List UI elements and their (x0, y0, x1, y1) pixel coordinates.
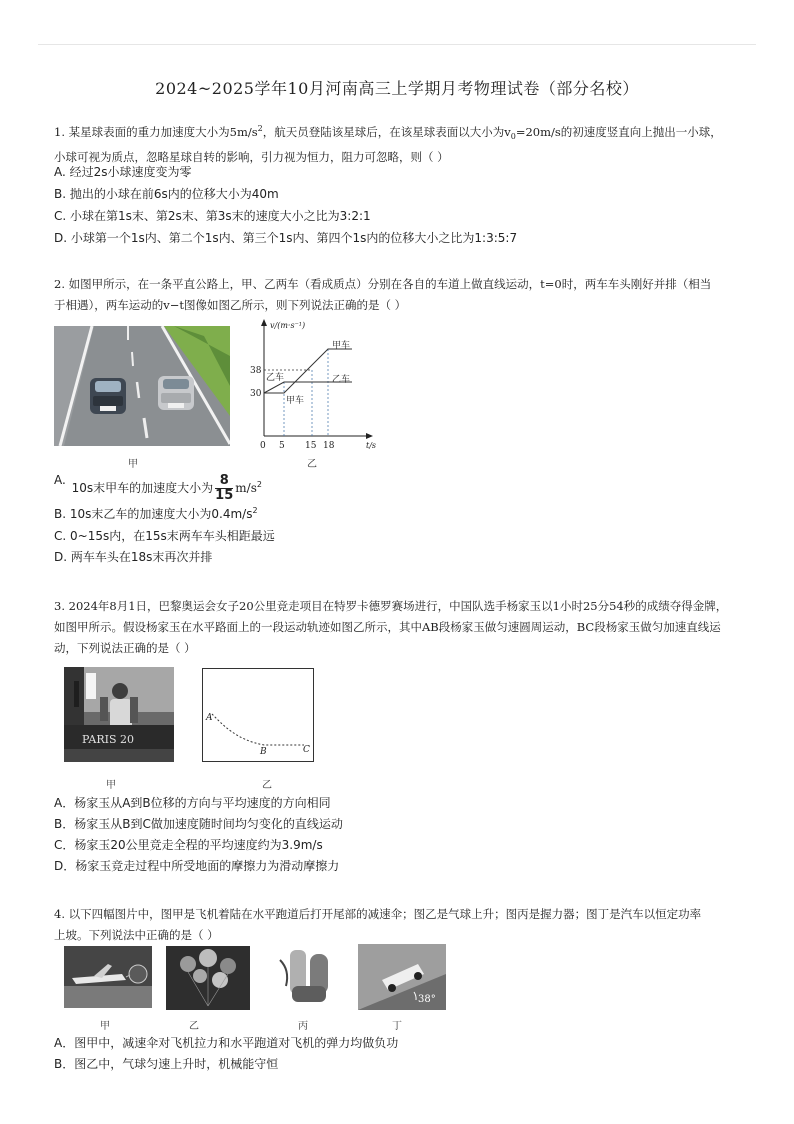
q4-stem-line1: 4. 以下四幅图片中，图甲是飞机着陆在水平跑道后打开尾部的减速伞；图乙是气球上升；图丙是握力器；图丁是汽车以恒定功率 (54, 907, 702, 921)
q1-stem-line2: 小球可视为质点，忽略星球自转的影响，引力视为恒力，阻力可忽略，则（ ） (54, 150, 449, 165)
q1-option-b[interactable]: B. 抛出的小球在前6s内的位移大小为40m (54, 187, 279, 201)
vt-y-tick-30: 30 (250, 389, 262, 399)
vt-x-tick-15: 15 (305, 441, 317, 451)
q2-stem-line1: 2. 如图甲所示，在一条平直公路上，甲、乙两车（看成质点）分别在各自的车道上做直线运动，t=0时，两车车头刚好并排（相当 (54, 277, 712, 291)
vt-graph-svg (248, 316, 388, 454)
q2-option-a-fraction (215, 474, 233, 503)
q3-option-b[interactable]: B．杨家玉从B到C做加速度随时间均匀变化的直线运动 (54, 817, 343, 831)
q1-stem-sub: 0 (510, 132, 516, 142)
grip-photo-graphic (272, 946, 346, 1010)
q2-option-a-unit: m/s (235, 481, 257, 495)
q4-photo-plane (64, 946, 152, 1008)
header-divider (38, 44, 756, 45)
q2-caption-right: 乙 (307, 459, 317, 470)
q3-option-c[interactable]: C．杨家玉20公里竞走全程的平均速度约为3.9m/s (54, 838, 323, 852)
q1-option-a[interactable]: A. 经过2s小球速度变为零 (54, 165, 192, 179)
q3-caption-left: 甲 (106, 780, 116, 791)
vt-label-jia-top: 甲车 (332, 341, 351, 351)
q4-caption-yi: 乙 (189, 1021, 199, 1032)
q3-option-a[interactable]: A．杨家玉从A到B位移的方向与平均速度的方向相同 (54, 796, 331, 810)
q1-stem-sup: 2 (257, 124, 263, 133)
athlete-photo-graphic (64, 667, 174, 762)
page-title: 2024~2025学年10月河南高三上学期月考物理试卷（部分名校） (155, 79, 639, 98)
q4-caption-jia: 甲 (100, 1021, 110, 1032)
car-photo-graphic (358, 944, 446, 1010)
q4-option-a[interactable]: A．图甲中，减速伞对飞机拉力和水平跑道对飞机的弹力均做负功 (54, 1036, 399, 1050)
vt-y-axis-label: v/(m·s⁻¹) (270, 321, 306, 330)
q4-caption-ding: 丁 (392, 1021, 402, 1032)
plane-photo-graphic (64, 946, 152, 1008)
q4-photo-grip (272, 946, 346, 1010)
q1-option-c[interactable]: C. 小球在第1s末、第2s末、第3s末的速度大小之比为3:2:1 (54, 209, 371, 223)
road-photo-graphic (54, 326, 230, 446)
q2-option-c[interactable]: C. 0~15s内，在15s末两车车头相距最远 (54, 529, 275, 543)
vt-label-yi-left: 乙车 (266, 373, 285, 383)
q2-vt-graph (248, 316, 388, 454)
q3-stem-line1: 3. 2024年8月1日，巴黎奥运会女子20公里竞走项目在特罗卡德罗赛场进行，中国队选手杨家玉以1小时25分54秒的成绩夺得金牌， (54, 599, 728, 613)
q2-road-photo (54, 326, 230, 446)
balloon-photo-graphic (166, 946, 250, 1010)
vt-x-tick-5: 5 (279, 441, 285, 451)
q3-athlete-photo (64, 667, 174, 762)
q3-trajectory-figure (202, 668, 314, 762)
vt-line-jia (264, 349, 352, 393)
q2-option-b-text: B. 10s末乙车的加速度大小为0.4m/s (54, 507, 253, 521)
trajectory-svg (202, 668, 314, 762)
q2-option-b[interactable] (54, 505, 258, 522)
athlete-banner-text: PARIS 20 (82, 733, 134, 746)
q1-stem-part-c: =20m/s的初速度竖直向上抛出一小球， (515, 124, 722, 139)
q4-caption-bing: 丙 (298, 1021, 308, 1032)
q3-caption-right: 乙 (262, 780, 272, 791)
q2-stem-line2: 于相遇），两车运动的v−t图像如图乙所示，则下列说法正确的是（ ） (54, 298, 407, 312)
q2-option-a-numerator: 8 (215, 474, 233, 489)
q2-option-a-denominator: 15 (215, 488, 234, 503)
q2-option-d[interactable]: D. 两车车头在18s末再次并排 (54, 550, 213, 564)
q4-stem-line2: 上坡。下列说法中正确的是（ ） (54, 928, 219, 942)
q2-option-b-sup: 2 (252, 506, 258, 515)
q1-stem (54, 118, 744, 168)
vt-label-jia-low: 甲车 (286, 396, 305, 406)
q4-photo-car (358, 944, 446, 1010)
q3-stem-line3: 动，下列说法正确的是（ ） (54, 641, 196, 655)
q1-option-d[interactable]: D. 小球第一个1s内、第二个1s内、第三个1s内、第四个1s内的位移大小之比为1:3:5:7 (54, 231, 518, 245)
q2-option-a-text: 10s末甲车的加速度大小为 (71, 481, 214, 495)
q2-option-a-prefix: A. (54, 473, 66, 487)
vt-y-arrow (261, 319, 267, 326)
point-a-label: A (206, 713, 213, 723)
point-b-label: B (260, 747, 267, 757)
q2-option-a-sup: 2 (256, 480, 262, 489)
car-angle-label: 38° (418, 994, 436, 1005)
q2-option-a[interactable] (54, 474, 262, 503)
vt-x-arrow (366, 433, 373, 439)
q2-stem (54, 274, 744, 316)
q4-stem (54, 904, 744, 946)
vt-x-axis-label: t/s (366, 441, 377, 450)
q2-caption-left: 甲 (128, 459, 138, 470)
q4-option-b[interactable]: B．图乙中，气球匀速上升时，机械能守恒 (54, 1057, 279, 1071)
point-c-label: C (303, 745, 310, 755)
vt-x-tick-0: 0 (260, 441, 266, 451)
q3-stem-line2: 如图甲所示。假设杨家玉在水平路面上的一段运动轨迹如图乙所示，其中AB段杨家玉做匀速圆周运动，BC段杨家玉做匀加速直线运 (54, 620, 721, 634)
vt-x-tick-18: 18 (323, 441, 335, 451)
q3-option-d[interactable]: D．杨家玉竞走过程中所受地面的摩擦力为滑动摩擦力 (54, 859, 340, 873)
q4-photo-balloon (166, 946, 250, 1010)
q3-stem (54, 596, 744, 659)
q1-stem-part-a: 1. 某星球表面的重力加速度大小为5m/s (54, 124, 258, 139)
trajectory-frame (203, 669, 314, 762)
vt-label-yi-right: 乙车 (332, 375, 351, 385)
vt-y-tick-38: 38 (250, 366, 262, 376)
q1-stem-part-b: ，航天员登陆该星球后，在该星球表面以大小为v (262, 124, 511, 139)
